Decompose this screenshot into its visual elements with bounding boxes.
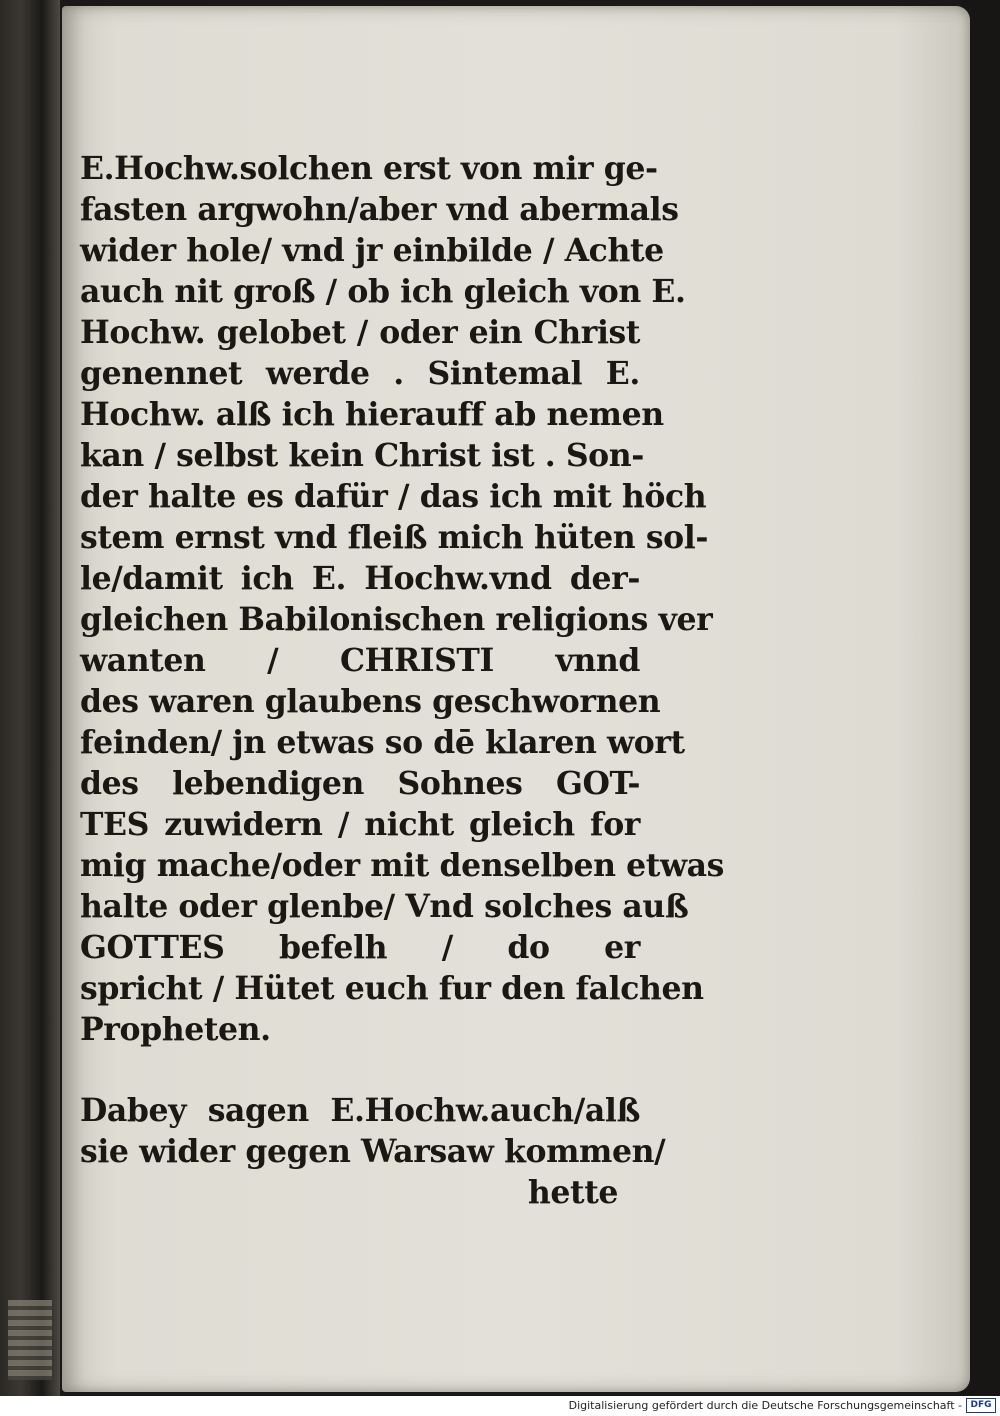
text-line: wanten / CHRISTI vnnd [80, 642, 640, 679]
catchword: hette [527, 1174, 618, 1211]
text-line: GOTTES befelh / do er [80, 929, 640, 966]
text-line: sie wider gegen Warsaw kommen/ [80, 1133, 666, 1170]
text-line: des lebendigen Sohnes GOT- [80, 765, 640, 802]
paragraph-2 [80, 1090, 666, 1172]
text-line: Dabey sagen E.Hochw.auch/alß [80, 1092, 640, 1129]
paragraph-1 [80, 148, 725, 1050]
text-line: wider hole/ vnd jr einbilde / Achte [80, 232, 664, 269]
text-line: halte oder glenbe/ Vnd solches auß [80, 888, 689, 925]
text-line: Hochw. gelobet / oder ein Christ [80, 314, 640, 351]
text-line: mig mache/oder mit denselben etwas [80, 847, 725, 884]
text-line: feinden/ jn etwas so dē klaren wort [80, 724, 685, 761]
text-line: TES zuwidern / nicht gleich for [80, 806, 640, 843]
spine-binding-threads [8, 1300, 52, 1380]
text-line: genennet werde . Sintemal E. [80, 355, 640, 392]
text-line: le/damit ich E. Hochw.vnd der- [80, 560, 640, 597]
funding-credit: Digitalisierung gefördert durch die Deutsche Forschungsgemeinschaft - [568, 1399, 962, 1412]
text-line: des waren glaubens geschwornen [80, 683, 661, 720]
text-line: der halte es dafür / das ich mit höch [80, 478, 707, 515]
page-text [80, 148, 725, 1213]
text-line: stem ernst vnd fleiß mich hüten sol- [80, 519, 709, 556]
text-line: auch nit groß / ob ich gleich von E. [80, 273, 686, 310]
footer-bar [0, 1396, 1000, 1416]
text-line: spricht / Hütet euch fur den falchen [80, 970, 704, 1007]
book-spine [0, 0, 60, 1396]
text-line: Hochw. alß ich hierauff ab nemen [80, 396, 664, 433]
paragraph-gap [80, 1050, 640, 1090]
text-line: Propheten. [80, 1011, 271, 1048]
text-line: gleichen Babilonischen religions ver [80, 601, 713, 638]
text-line: E.Hochw.solchen erst von mir ge- [80, 150, 658, 187]
text-line: fasten argwohn/aber vnd abermals [80, 191, 679, 228]
text-line: kan / selbst kein Christ ist . Son- [80, 437, 644, 474]
dfg-logo: DFG [966, 1398, 996, 1413]
